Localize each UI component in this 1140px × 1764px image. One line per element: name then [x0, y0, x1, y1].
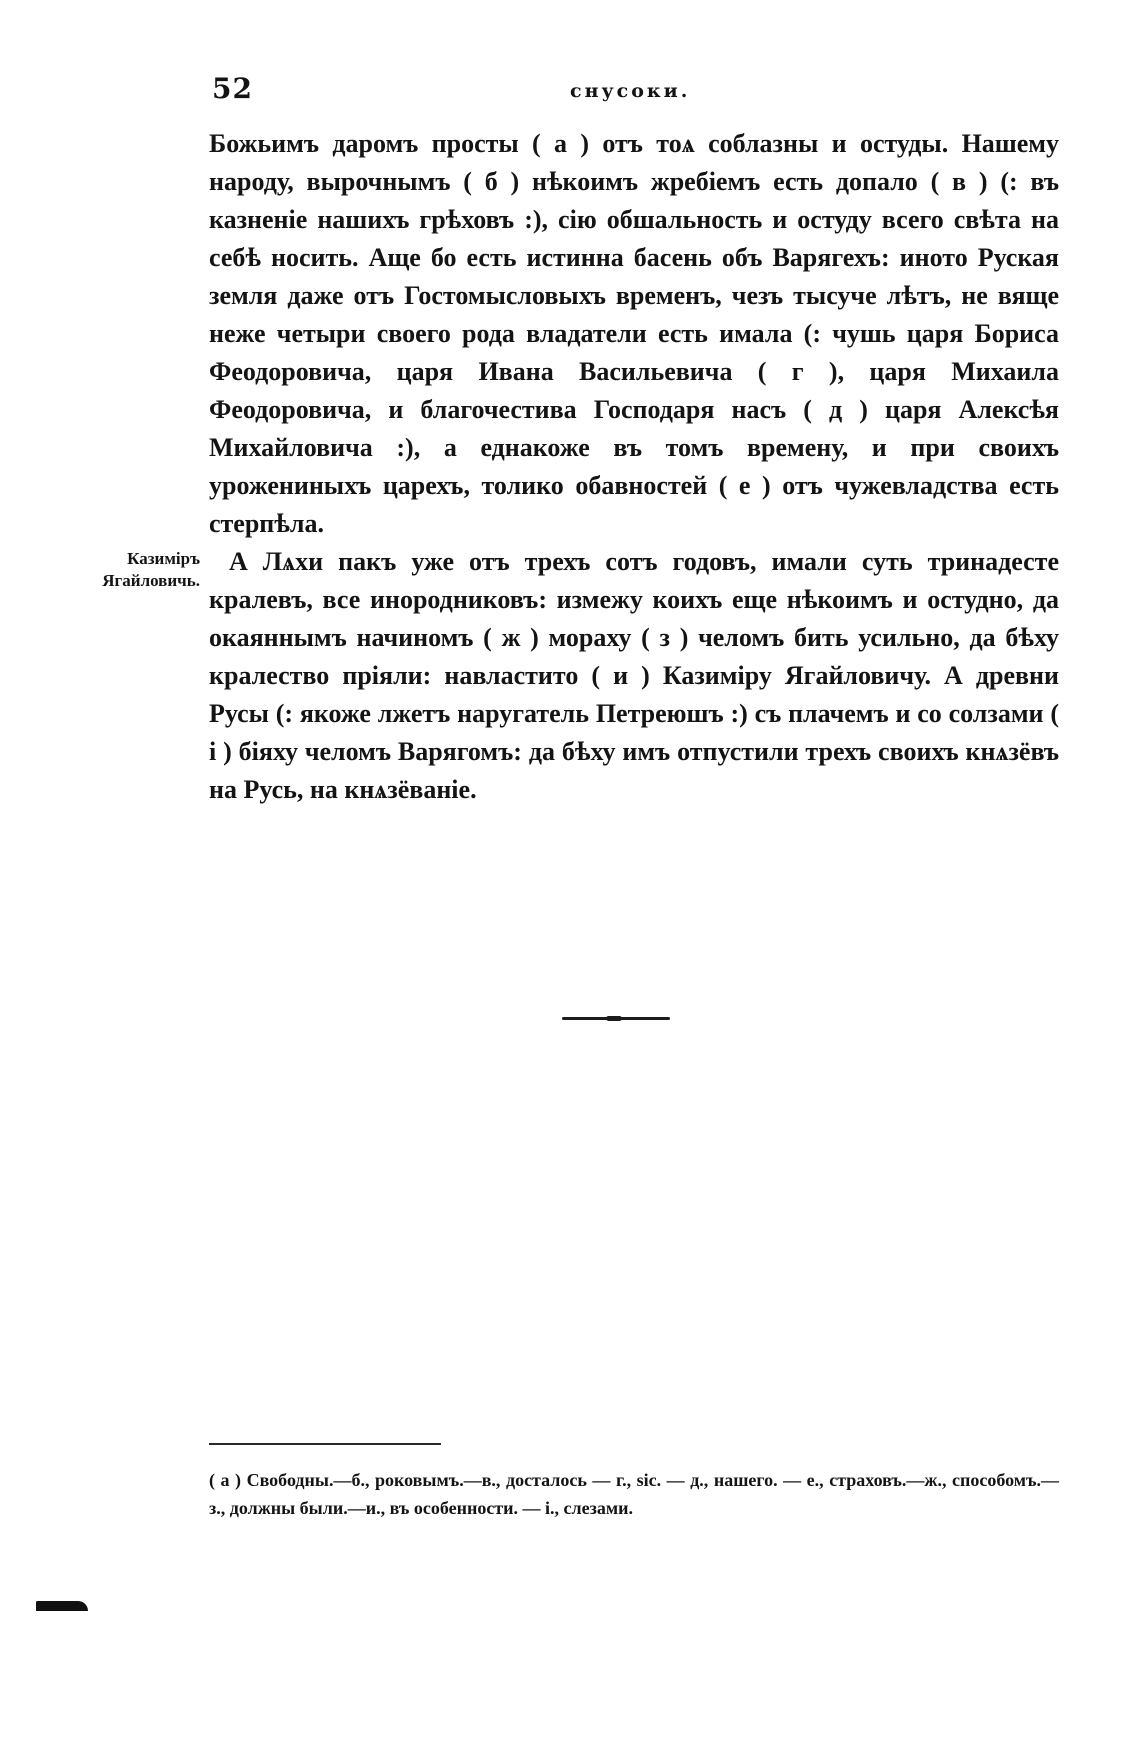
corner-mark [36, 1601, 88, 1611]
footnotes: ( а ) Свободны.—б., роковымъ.—в., досталось — г., sic. — д., нашего. — е., страховъ.—ж., способомъ.—з., должны были.—и., въ особенности. — i., слезами. [209, 1470, 1059, 1518]
running-head: снусоки. [570, 80, 691, 102]
section-ornament [562, 1017, 670, 1020]
page-number: 52 [212, 72, 253, 105]
body-text [209, 125, 1059, 809]
margin-note-line-1: Казимiръ [127, 549, 200, 568]
paragraph-2: А Лѧхи пакъ уже отъ трехъ сотъ годовъ, имали суть тринадесте кралевъ, все инородниковъ: измежу коихъ еще нѣкоимъ и остудно, да окаяннымъ начиномъ ( ж ) мораху ( з ) челомъ бить усильно, да бѣху кралество прiяли: навластито ( и ) Казимiру Ягайловичу. А древни Русы (: якоже лжетъ наругатель Петреюшъ :) съ плачемъ и со солзами ( i ) бiяху челомъ Варягомъ: да бѣху имъ отпустили трехъ своихъ кнѧзёвъ на Русь, на кнѧзёванiе. [209, 547, 1059, 804]
margin-note-line-2: Ягайловичь. [102, 571, 200, 590]
footnote-rule [209, 1443, 441, 1445]
paragraph-1: Божьимъ даромъ просты ( а ) отъ тоѧ соблазны и остуды. Нашему народу, вырочнымъ ( б ) нѣкоимъ жребiемъ есть допало ( в ) (: въ казненiе нашихъ грѣховъ :), сiю обшальность и остуду всего свѣта на себѣ носить. Аще бо есть истинна басень объ Варягехъ: иното Руская земля даже отъ Гостомысловыхъ временъ, чезъ тысуче лѣтъ, не вяще неже четыри своего рода владатели есть имала (: чушь царя Бориса Феодоровича, царя Ивана Васильевича ( г ), царя Михаила Феодоровича, и благочестива Господаря насъ ( д ) царя Алексѣя Михайловича :), а еднакоже въ томъ времену, и при своихъ урожениныхъ царехъ, толико обавностей ( е ) отъ чужевладства есть стерпѣла. [209, 129, 1059, 538]
margin-note [60, 548, 200, 592]
